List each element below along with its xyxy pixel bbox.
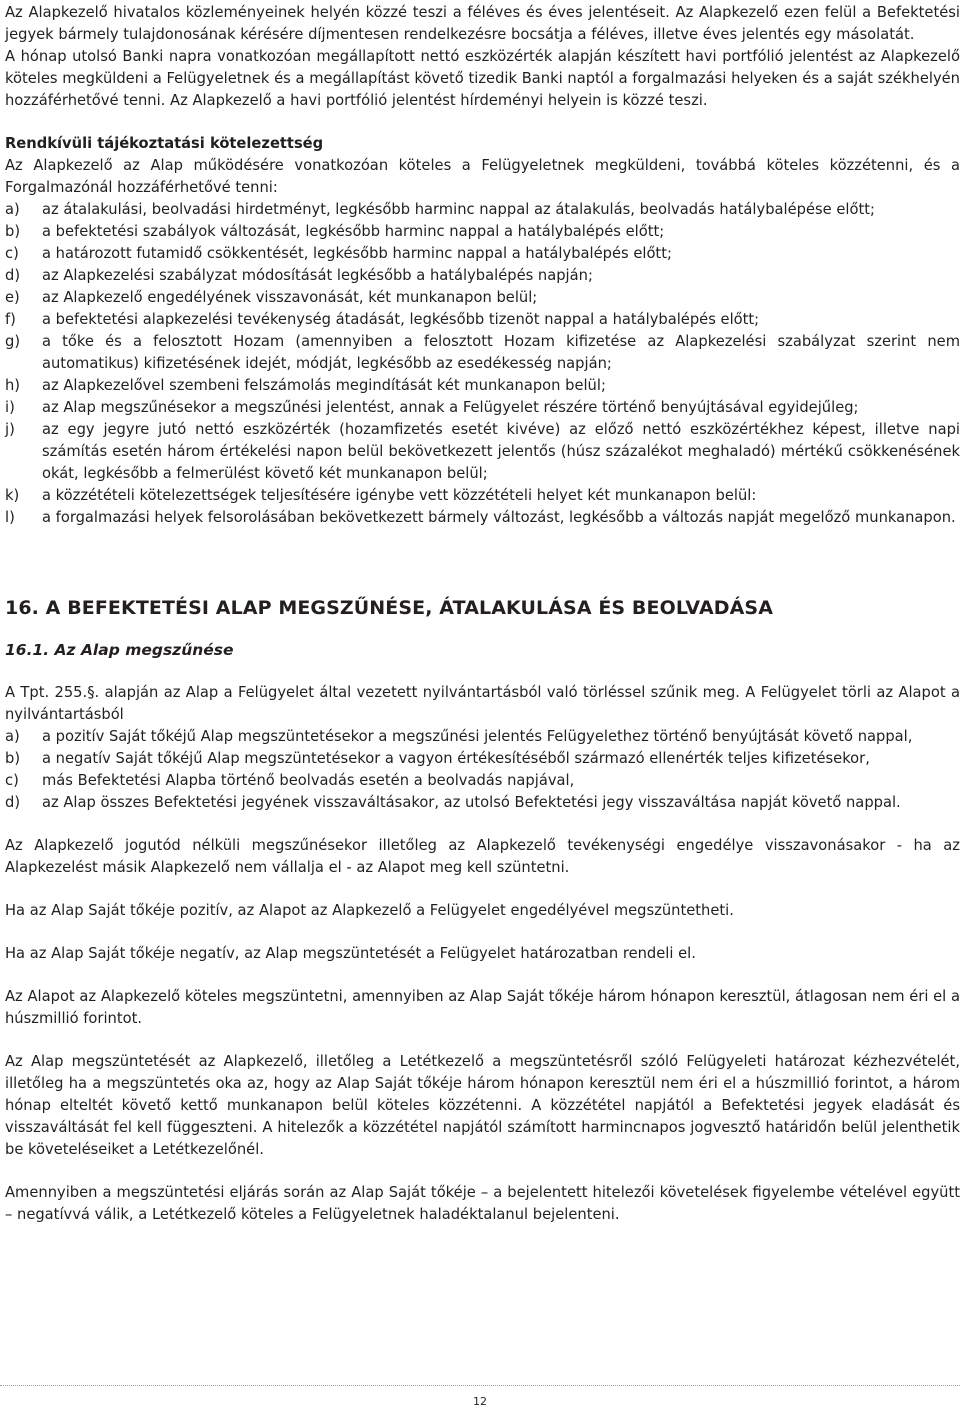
list-item-label: g)	[5, 333, 21, 350]
list-item	[5, 309, 960, 331]
paragraph-negative-equity: Ha az Alap Saját tőkéje negatív, az Alap megszüntetését a Felügyelet határozatban rendeli el.	[5, 945, 696, 962]
list-item-text: az átalakulási, beolvadási hirdetményt, legkésőbb harminc nappal az átalakulás, beolvadás hatálybalépése előtt;	[42, 201, 875, 218]
page-number: 12	[473, 1395, 487, 1408]
list-item-text: a tőke és a felosztott Hozam (amennyiben a felosztott Hozam kifizetése az Alapkezelési szabályzat szerint nem automatikus) kifizetésének idejét, módját, legkésőbb az esedékesség napján;	[42, 333, 960, 372]
list-item-text: az Alapkezelő engedélyének visszavonását, két munkanapon belül;	[42, 289, 538, 306]
paragraph-successor: Az Alapkezelő jogutód nélküli megszűnésekor illetőleg az Alapkezelő tevékenységi engedélye visszavonásakor - ha az Alapkezelést másik Alapkezelő nem vállalja el - az Alapot meg kell szüntetni.	[5, 837, 960, 876]
list-item-text: az egy jegyre jutó nettó eszközérték (hozamfizetés esetét kivéve) az előző nettó eszközértékhez képest, illetve napi számítás esetén három értékelési napon belül bekövetkezett jelentős (húsz százalékot meghaladó) mértékű csökkenésének okát, legkésőbb a felmerülést követő két munkanapon belül;	[42, 421, 960, 482]
termination-intro: A Tpt. 255.§. alapján az Alap a Felügyelet által vezetett nyilvántartásból való törléssel szűnik meg. A Felügyelet törli az Alapot a nyilvántartásból	[5, 684, 960, 723]
list-item	[5, 748, 960, 770]
list-item-label: c)	[5, 245, 19, 262]
paragraph-reports: Az Alapkezelő hivatalos közleményeinek helyén közzé teszi a féléves és éves jelentéseit. Az Alapkezelő ezen felül a Befektetési jegyek bármely tulajdonosának kérésére díjmentesen rendelkezésre bocsátja a féléves, illetve éves jelentés egy másolatát.	[5, 4, 960, 43]
list-item-text: az Alap megszűnésekor a megszűnési jelentést, annak a Felügyelet részére történő benyújtásával egyidejűleg;	[42, 399, 859, 416]
list-item-text: a negatív Saját tőkéjű Alap megszüntetésekor a vagyon értékesítéséből származó ellenérték teljes kifizetésekor,	[42, 750, 870, 767]
list-item-text: más Befektetési Alapba történő beolvadás esetén a beolvadás napjával,	[42, 772, 575, 789]
list-item-label: k)	[5, 487, 20, 504]
list-item-label: d)	[5, 794, 21, 811]
list-item	[5, 507, 960, 529]
paragraph-positive-equity: Ha az Alap Saját tőkéje pozitív, az Alapot az Alapkezelő a Felügyelet engedélyével megszüntetheti.	[5, 902, 734, 919]
list-item-label: h)	[5, 377, 21, 394]
list-item-text: az Alapkezelővel szembeni felszámolás megindítását két munkanapon belül;	[42, 377, 606, 394]
paragraph-portfolio-report: A hónap utolsó Banki napra vonatkozóan megállapított nettó eszközérték alapján készített havi portfólió jelentést az Alapkezelő köteles megküldeni a Felügyeletnek és a megállapítást követő tizedik Banki naptól a forgalmazási helyeken és a saját székhelyén hozzáférhetővé tenni. Az Alapkezelő a havi portfólió jelentést hírdeményi helyein is közzé teszi.	[5, 48, 960, 109]
list-item-label: a)	[5, 201, 20, 218]
document-page	[5, 2, 960, 1226]
list-item-text: a közzétételi kötelezettségek teljesítésére igénybe vett közzétételi helyet két munkanapon belül:	[42, 487, 757, 504]
list-item-label: b)	[5, 750, 21, 767]
paragraph-publication: Az Alap megszüntetését az Alapkezelő, illetőleg a Letétkezelő a megszüntetésről szóló Felügyeleti határozat kézhezvételét, illetőleg ha a megszüntetés oka az, hogy az Alap Saját tőkéje három hónapon keresztül nem éri el a húszmillió forintot, a három hónap elteltét követő kettő munkanapon belül köteles közzétenni. A közzététel napjától a Befektetési jegyek eladását és visszaváltását fel kell függeszteni. A hitelezők a közzététel napjától számított harmincnapos jogvesztő határidőn belül jelenthetik be követeléseiket a Letétkezelőnél.	[5, 1053, 960, 1158]
footer-divider	[0, 1385, 960, 1386]
paragraph-negative-during-procedure: Amennyiben a megszüntetési eljárás során az Alap Saját tőkéje – a bejelentett hitelezői követelések figyelembe vételével együtt – negatívvá válik, a Letétkezelő köteles a Felügyeletnek haladéktalanul bejelenteni.	[5, 1184, 960, 1223]
list-item	[5, 792, 960, 814]
termination-list	[5, 726, 960, 814]
list-item-label: a)	[5, 728, 20, 745]
list-item-text: az Alapkezelési szabályzat módosítását legkésőbb a hatálybalépés napján;	[42, 267, 593, 284]
list-item-label: c)	[5, 772, 19, 789]
list-item	[5, 265, 960, 287]
list-item-label: e)	[5, 289, 20, 306]
list-item-text: a pozitív Saját tőkéjű Alap megszüntetésekor a megszűnési jelentés Felügyelethez történő benyújtását követő nappal,	[42, 728, 913, 745]
list-item-label: d)	[5, 267, 21, 284]
list-item-label: l)	[5, 509, 15, 526]
extraordinary-intro: Az Alapkezelő az Alap működésére vonatkozóan köteles a Felügyeletnek megküldeni, továbbá köteles közzétenni, és a Forgalmazónál hozzáférhetővé tenni:	[5, 157, 960, 196]
list-item-text: a határozott futamidő csökkentését, legkésőbb harminc nappal a hatálybalépés előtt;	[42, 245, 672, 262]
list-item-label: f)	[5, 311, 16, 328]
list-item-text: a befektetési szabályok változását, legkésőbb harminc nappal a hatálybalépés előtt;	[42, 223, 665, 240]
subsection-heading: 16.1. Az Alap megszűnése	[5, 641, 234, 659]
list-item-label: i)	[5, 399, 15, 416]
list-item-text: a befektetési alapkezelési tevékenység átadását, legkésőbb tizenöt nappal a hatálybalépés előtt;	[42, 311, 760, 328]
list-item	[5, 375, 960, 397]
list-item-text: a forgalmazási helyek felsorolásában bekövetkezett bármely változást, legkésőbb a változás napját megelőző munkanapon.	[42, 509, 956, 526]
extraordinary-list	[5, 199, 960, 529]
list-item	[5, 770, 960, 792]
list-item-text: az Alap összes Befektetési jegyének visszaváltásakor, az utolsó Befektetési jegy visszaváltása napját követő nappal.	[42, 794, 901, 811]
list-item-label: b)	[5, 223, 21, 240]
list-item	[5, 726, 960, 748]
extraordinary-heading: Rendkívüli tájékoztatási kötelezettség	[5, 135, 324, 152]
list-item-label: j)	[5, 421, 15, 438]
list-item	[5, 397, 960, 419]
list-item	[5, 221, 960, 243]
list-item	[5, 331, 960, 375]
section-heading: 16. A BEFEKTETÉSI ALAP MEGSZŰNÉSE, ÁTALAKULÁSA ÉS BEOLVADÁSA	[5, 597, 774, 619]
list-item	[5, 243, 960, 265]
list-item	[5, 419, 960, 485]
paragraph-mandatory-termination: Az Alapot az Alapkezelő köteles megszüntetni, amennyiben az Alap Saját tőkéje három hónapon keresztül, átlagosan nem éri el a húszmillió forintot.	[5, 988, 960, 1027]
list-item	[5, 199, 960, 221]
list-item	[5, 485, 960, 507]
list-item	[5, 287, 960, 309]
